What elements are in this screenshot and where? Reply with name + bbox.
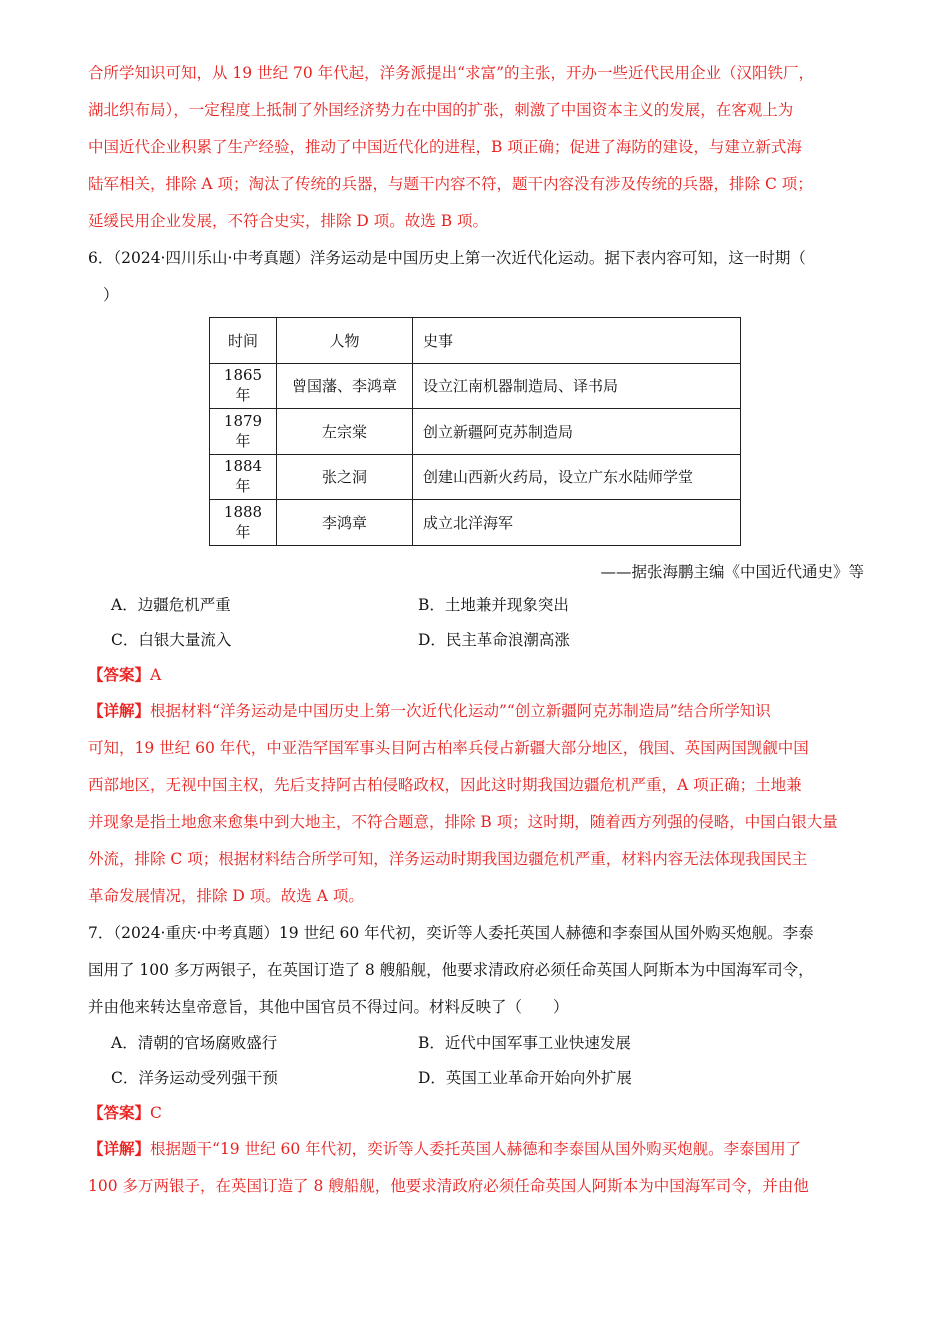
detail-text: 根据题干“19 世纪 60 年代初，奕䜣等人委托英国人赫德和李泰国从国外购买炮舰。李泰国用了 xyxy=(150,1140,802,1158)
table-cell-event: 创立新疆阿克苏制造局 xyxy=(413,409,741,455)
q7-option-c: C．洋务运动受列强干预 xyxy=(111,1069,278,1087)
detail-text: 根据材料“洋务运动是中国历史上第一次近代化运动”“创立新疆阿克苏制造局”结合所学知识 xyxy=(150,702,771,720)
table-header-cell: 史事 xyxy=(413,318,741,364)
table-cell-event: 成立北洋海军 xyxy=(413,500,741,546)
q6-detail-line-3: 西部地区，无视中国主权，先后支持阿古柏侵略政权，因此这时期我国边疆危机严重，A 项正确；土地兼 xyxy=(88,776,802,794)
table-row xyxy=(210,363,741,409)
q7-stem-line-1: 7．（2024·重庆·中考真题）19 世纪 60 年代初，奕䜣等人委托英国人赫德和李泰国从国外购买炮舰。李泰 xyxy=(88,924,814,942)
answer-value: A xyxy=(150,666,162,684)
table-header-row xyxy=(210,318,741,364)
q7-answer xyxy=(88,1102,162,1124)
table-row xyxy=(210,454,741,500)
answer-value: C xyxy=(150,1104,162,1122)
q7-detail-line-2: 100 多万两银子，在英国订造了 8 艘船舰，他要求清政府必须任命英国人阿斯本为中国海军司令，并由他 xyxy=(88,1177,809,1195)
q7-stem-line-3: 并由他来转达皇帝意旨，其他中国官员不得过问。材料反映了（ ） xyxy=(88,998,569,1016)
table-source: ——据张海鹏主编《中国近代通史》等 xyxy=(600,563,864,581)
q7-stem-line-2: 国用了 100 多万两银子，在英国订造了 8 艘船舰，他要求清政府必须任命英国人阿斯本为中国海军司令， xyxy=(88,961,814,979)
detail-label: 【详解】 xyxy=(88,701,151,720)
prev-explanation-line-5: 延缓民用企业发展，不符合史实，排除 D 项。故选 B 项。 xyxy=(88,212,489,230)
q6-detail-line-2: 可知，19 世纪 60 年代，中亚浩罕国军事头目阿古柏率兵侵占新疆大部分地区，俄国、英国两国觊觎中国 xyxy=(88,739,809,757)
table-cell-year: 1888 年 xyxy=(210,500,277,546)
prev-explanation-line-4: 陆军相关，排除 A 项；淘汰了传统的兵器，与题干内容不符，题干内容没有涉及传统的兵器，排除 C 项； xyxy=(88,175,813,193)
q7-option-b: B．近代中国军事工业快速发展 xyxy=(418,1034,631,1052)
table-header-cell: 人物 xyxy=(277,318,413,364)
table-cell-event: 创建山西新火药局，设立广东水陆师学堂 xyxy=(413,454,741,500)
q6-detail-line-4: 并现象是指土地愈来愈集中到大地主，不符合题意，排除 B 项；这时期，随着西方列强的侵略，中国白银大量 xyxy=(88,813,838,831)
prev-explanation-line-2: 湖北织布局），一定程度上抵制了外国经济势力在中国的扩张，刺激了中国资本主义的发展，在客观上为 xyxy=(88,101,794,119)
table-row xyxy=(210,409,741,455)
table-cell-year: 1884 年 xyxy=(210,454,277,500)
table-cell-person: 张之洞 xyxy=(277,454,413,500)
history-table xyxy=(209,317,741,546)
table-cell-event: 设立江南机器制造局、译书局 xyxy=(413,363,741,409)
q6-option-d: D．民主革命浪潮高涨 xyxy=(418,631,570,649)
table-cell-person: 曾国藩、李鸿章 xyxy=(277,363,413,409)
table-cell-person: 李鸿章 xyxy=(277,500,413,546)
table-row xyxy=(210,500,741,546)
q6-option-c: C．白银大量流入 xyxy=(111,631,232,649)
table-cell-year: 1879 年 xyxy=(210,409,277,455)
table-cell-person: 左宗棠 xyxy=(277,409,413,455)
prev-explanation-line-3: 中国近代企业积累了生产经验，推动了中国近代化的进程，B 项正确；促进了海防的建设，与建立新式海 xyxy=(88,138,802,156)
q6-option-a: A．边疆危机严重 xyxy=(111,596,231,614)
answer-label: 【答案】 xyxy=(88,665,151,684)
prev-explanation-line-1: 合所学知识可知，从 19 世纪 70 年代起，洋务派提出“求富”的主张，开办一些近代民用企业（汉阳铁厂， xyxy=(88,64,815,82)
detail-label: 【详解】 xyxy=(88,1139,151,1158)
q6-stem-line-2: ） xyxy=(103,286,119,304)
table-cell-year: 1865 年 xyxy=(210,363,277,409)
q7-option-d: D．英国工业革命开始向外扩展 xyxy=(418,1069,632,1087)
q6-stem-line-1: 6．（2024·四川乐山·中考真题）洋务运动是中国历史上第一次近代化运动。据下表内容可知，这一时期（ xyxy=(88,249,806,267)
q7-detail-line-1 xyxy=(88,1138,801,1160)
q7-option-a: A．清朝的官场腐败盛行 xyxy=(111,1034,278,1052)
q6-answer xyxy=(88,664,161,686)
table-header-cell: 时间 xyxy=(210,318,277,364)
q6-option-b: B．土地兼并现象突出 xyxy=(418,596,569,614)
q6-detail-line-1 xyxy=(88,700,771,722)
q6-detail-line-6: 革命发展情况，排除 D 项。故选 A 项。 xyxy=(88,887,364,905)
q6-detail-line-5: 外流，排除 C 项；根据材料结合所学可知，洋务运动时期我国边疆危机严重，材料内容无法体现我国民主 xyxy=(88,850,808,868)
answer-label: 【答案】 xyxy=(88,1103,151,1122)
